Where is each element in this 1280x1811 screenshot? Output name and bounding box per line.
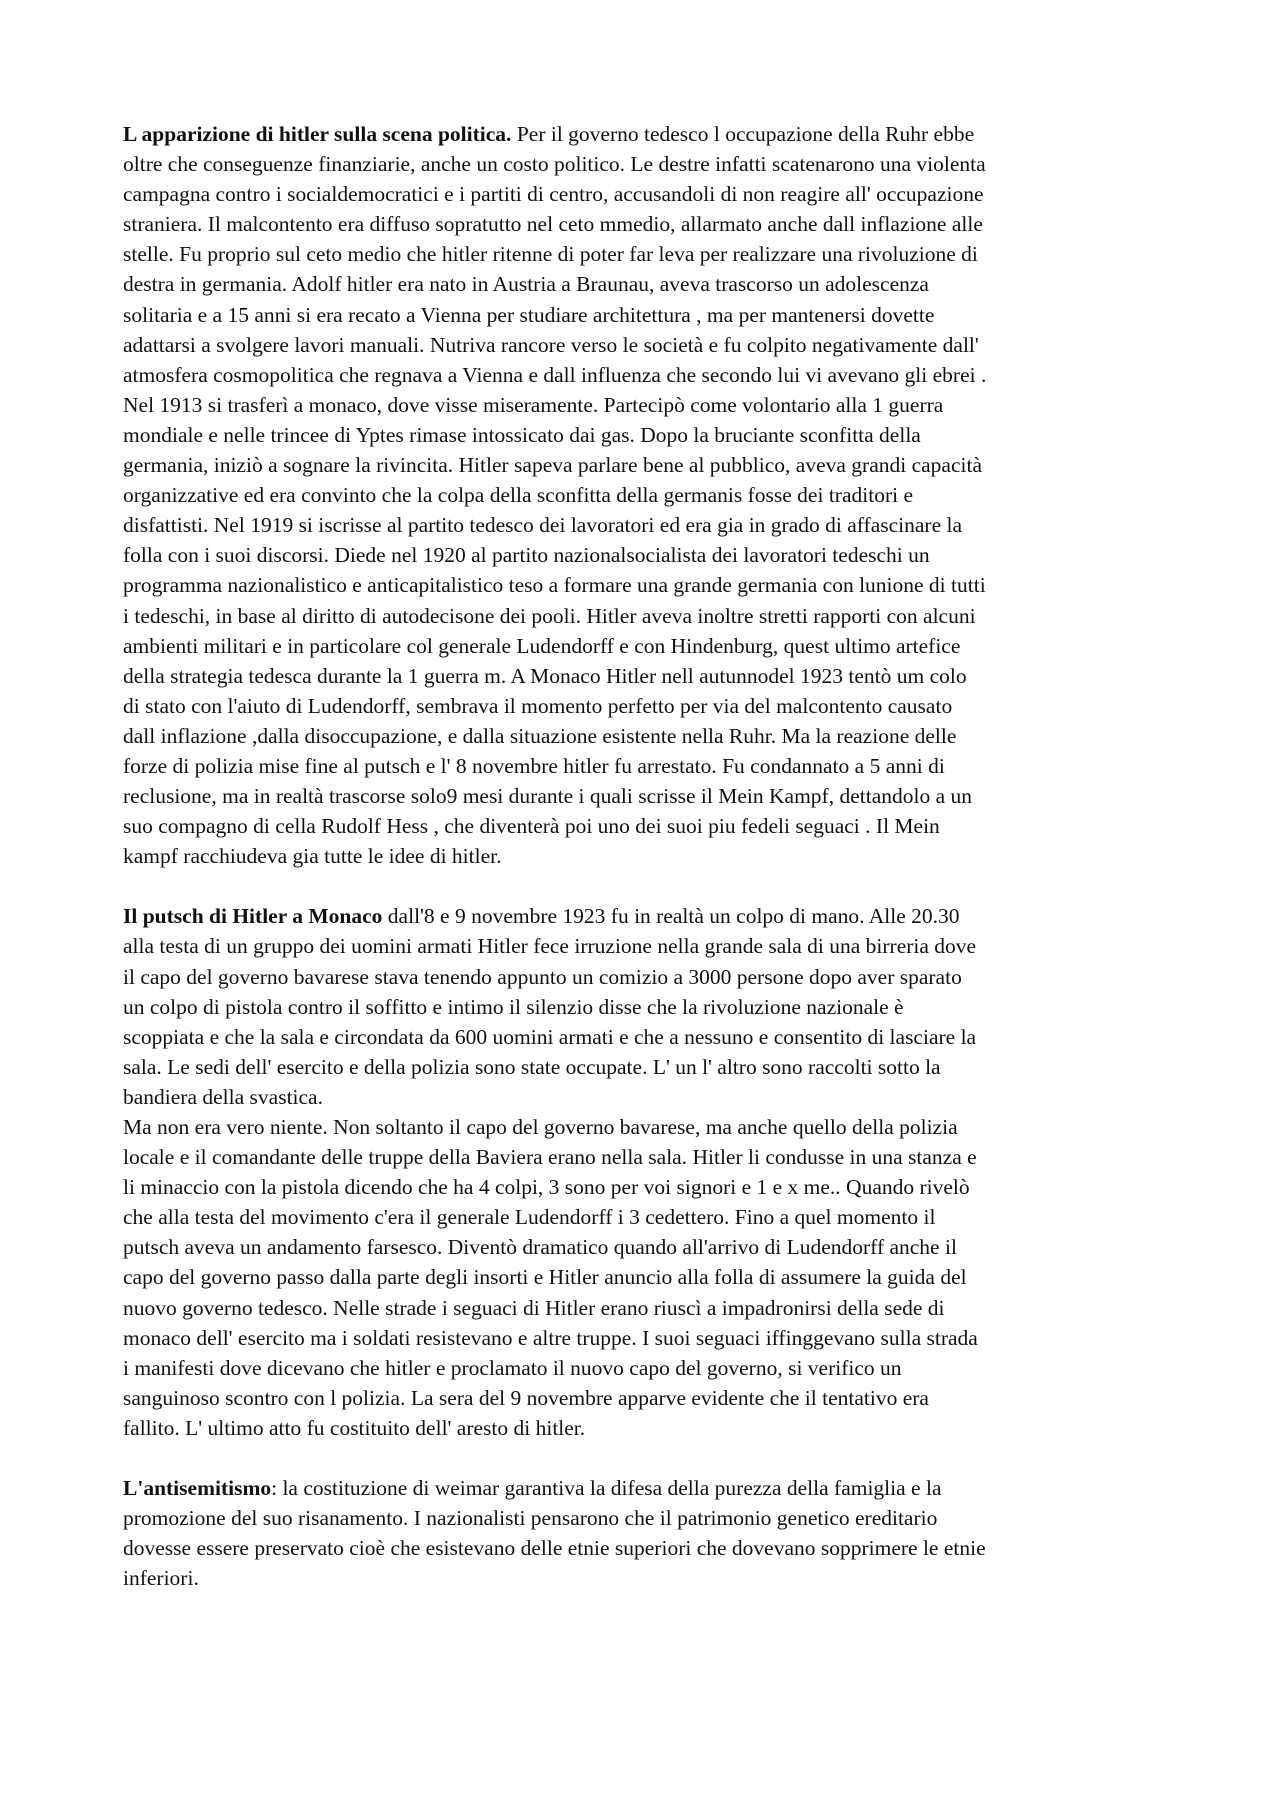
paragraph-gap [123, 871, 1173, 901]
section-body-munich-putsch: dall'8 e 9 novembre 1923 fu in realtà un colpo di mano. Alle 20.30 alla testa di un gruppo dei uomini armati Hitler fece irruzione nella grande sala di una birreria dove il capo del governo bavarese stava tenendo appunto un comizio a 3000 persone dopo aver sparato un colpo di pistola contro il soffitto e intimo il silenzio disse che la rivoluzione nazionale è scoppiata e che la sala e circondata da 600 uomini armati e che a nessuno e consentito di lasciare la sala. Le sedi dell' esercito e della polizia sono state occupate. L' un l' altro sono raccolti sotto la bandiera della svastica. Ma non era vero niente. Non soltanto il capo del governo bavarese, ma anche quello della polizia locale e il comandante delle truppe della Baviera erano nella sala. Hitler li condusse in una stanza e li minaccio con la pistola dicendo che ha 4 colpi, 3 sono per voi signori e 1 e x me.. Quando rivelò che alla testa del movimento c'era il generale Ludendorff i 3 cedettero. Fino a quel momento il putsch aveva un andamento farsesco. Diventò dramatico quando all'arrivo di Ludendorff anche il capo del governo passo dalla parte degli insorti e Hitler anuncio alla folla di assumere la guida del nuovo governo tedesco. Nelle strade i seguaci di Hitler erano riuscì a impadronirsi della sede di monaco dell' esercito ma i soldati resistevano e altre truppe. I suoi seguaci iffinggevano sulla strada i manifesti dove dicevano che hitler e proclamato il nuovo capo del governo, si verifico un sanguinoso scontro con l polizia. La sera del 9 novembre apparve evidente che il tentativo era fallito. L' ultimo atto fu costituito dell' aresto di hitler. [123, 904, 978, 1440]
section-heading-hitler-rise: L apparizione di hitler sulla scena politica. [123, 122, 512, 146]
section-hitler-rise [123, 119, 1173, 871]
section-antisemitism [123, 1473, 1173, 1593]
section-body-antisemitism: : la costituzione di weimar garantiva la difesa della purezza della famiglia e la promozione del suo risanamento. I nazionalisti pensarono che il patrimonio genetico ereditario dovesse essere preservato cioè che esistevano delle etnie superiori che dovevano sopprimere le etnie inferiori. [123, 1476, 986, 1591]
section-heading-munich-putsch: Il putsch di Hitler a Monaco [123, 904, 383, 929]
section-body-hitler-rise: Per il governo tedesco l occupazione della Ruhr ebbe oltre che conseguenze finanziarie, anche un costo politico. Le destre infatti scatenarono una violenta campagna contro i socialdemocratici e i partiti di centro, accusandoli di non reagire all' occupazione straniera. Il malcontento era diffuso sopratutto nel ceto mmedio, allarmato anche dall inflazione alle stelle. Fu proprio sul ceto medio che hitler ritenne di poter far leva per realizzare una rivoluzione di destra in germania. Adolf hitler era nato in Austria a Braunau, aveva trascorso un adolescenza solitaria e a 15 anni si era recato a Vienna per studiare architettura , ma per mantenersi dovette adattarsi a svolgere lavori manuali. Nutriva rancore verso le società e fu colpito negativamente dall' atmosfera cosmopolitica che regnava a Vienna e dall influenza che secondo lui vi avevano gli ebrei . Nel 1913 si trasferì a monaco, dove visse miseramente. Partecipò come volontario alla 1 guerra mondiale e nelle trincee di Yptes rimase intossicato dai gas. Dopo la bruciante sconfitta della germania, iniziò a sognare la rivincita. Hitler sapeva parlare bene al pubblico, aveva grandi capacità organizzative ed era convinto che la colpa della sconfitta della germanis fosse dei traditori e disfattisti. Nel 1919 si iscrisse al partito tedesco dei lavoratori ed era gia in grado di affascinare la folla con i suoi discorsi. Diede nel 1920 al partito nazionalsocialista dei lavoratori tedeschi un programma nazionalistico e anticapitalistico teso a formare una grande germania con lunione di tutti i tedeschi, in base al diritto di autodecisone dei pooli. Hitler aveva inoltre stretti rapporti con alcuni ambienti militari e in particolare col generale Ludendorff e con Hindenburg, quest ultimo artefice della strategia tedesca durante la 1 guerra m. A Monaco Hitler nell autunnodel 1923 tentò um colo di stato con l'aiuto di Ludendorff, sembrava il momento perfetto per via del malcontento causato dall inflazione ,dalla disoccupazione, e dalla situazione esistente nella Ruhr. Ma la reazione delle forze di polizia mise fine al putsch e l' 8 novembre hitler fu arrestato. Fu condannato a 5 anni di reclusione, ma in realtà trascorse solo9 mesi durante i quali scrisse il Mein Kampf, dettandolo a un suo compagno di cella Rudolf Hess , che diventerà poi uno dei suoi piu fedeli seguaci . Il Mein kampf racchiudeva gia tutte le idee di hitler. [123, 122, 987, 869]
paragraph-gap [123, 1443, 1173, 1473]
section-heading-antisemitism: L'antisemitismo [123, 1476, 272, 1501]
section-munich-putsch [123, 901, 1173, 1443]
document-page [123, 119, 1173, 1593]
